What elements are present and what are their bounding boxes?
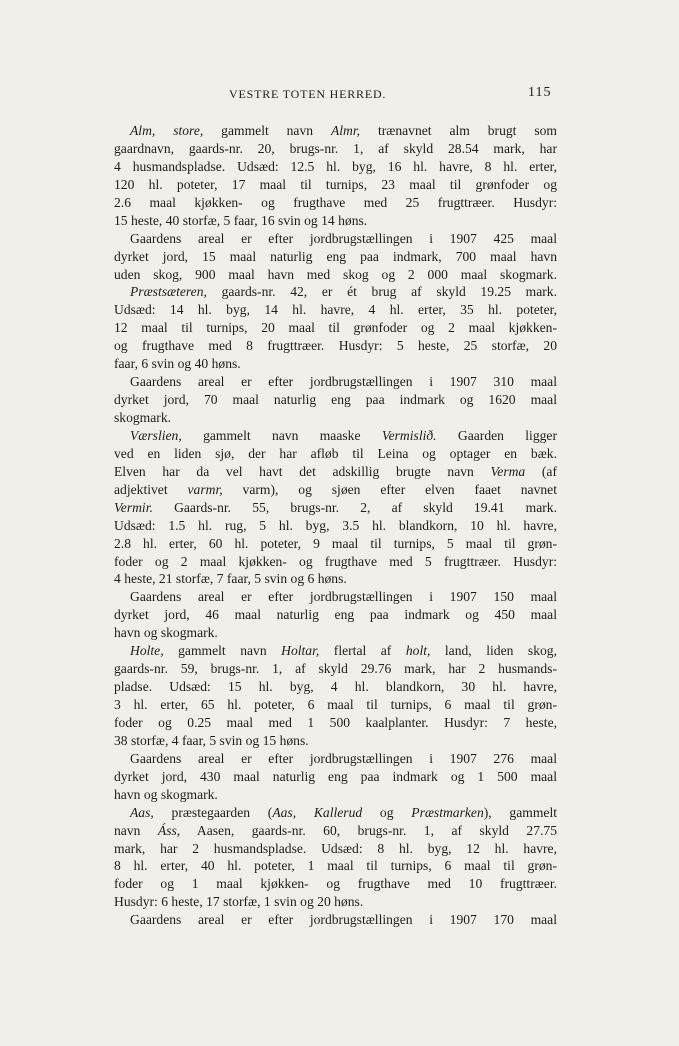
text-line <box>114 624 557 642</box>
text-segment: pladse. Udsæd: 15 hl. byg, 4 hl. blandkorn, 30 hl. havre, <box>114 679 557 695</box>
text-segment: Aasen, gaards-nr. 60, brugs-nr. 1, af skyld 27.75 <box>180 822 557 838</box>
text-segment: Udsæd: 1.5 hl. rug, 5 hl. byg, 3.5 hl. blandkorn, 10 hl. havre, <box>114 517 557 533</box>
text-line <box>114 678 557 696</box>
text-segment: varm), og sjøen efter elven faaet navnet <box>222 481 557 497</box>
text-line <box>114 553 557 571</box>
text-line <box>114 140 557 158</box>
text-line <box>114 391 557 409</box>
text-segment: navn <box>114 822 158 838</box>
text-line <box>114 857 557 875</box>
text-line <box>114 158 557 176</box>
text-segment: gammelt navn maaske <box>181 427 382 443</box>
text-line <box>114 122 557 140</box>
text-line <box>114 804 557 822</box>
text-line <box>114 445 557 463</box>
italic-term: Holte, <box>130 643 164 659</box>
italic-term: Áss, <box>157 822 181 838</box>
text-line <box>114 230 557 248</box>
text-segment: Gaardens areal er efter jordbrugstællingen i 1907 170 maal <box>130 912 557 928</box>
text-line <box>114 176 557 194</box>
text-line <box>114 373 557 391</box>
text-line <box>114 768 557 786</box>
text-segment: gaardnavn, gaards-nr. 20, brugs-nr. 1, af skyld 28.54 mark, har <box>114 140 557 156</box>
text-segment: gaards-nr. 42, er ét brug af skyld 19.25 mark. <box>206 284 557 300</box>
page-number: 115 <box>528 85 552 100</box>
italic-term: Verma <box>490 463 526 479</box>
text-segment: havn og skogmark. <box>114 786 218 802</box>
text-line <box>114 535 557 553</box>
text-segment: foder og 2 maal kjøkken- og frugthave med 5 frugttræer. Husdyr: <box>114 553 557 569</box>
text-segment: ved en liden sjø, der har afløb til Leina og optager en bæk. <box>114 445 557 461</box>
italic-term: Vermislið. <box>381 427 437 443</box>
text-line <box>114 875 557 893</box>
text-segment: Gaards-nr. 55, brugs-nr. 2, af skyld 19.41 mark. <box>152 499 557 515</box>
text-segment: dyrket jord, 15 maal naturlig eng paa indmark, 700 maal havn <box>114 248 557 264</box>
text-segment: Udsæd: 14 hl. byg, 14 hl. havre, 4 hl. erter, 35 hl. poteter, <box>114 302 557 318</box>
text-segment: gaards-nr. 59, brugs-nr. 1, af skyld 29.76 mark, har 2 husmands- <box>114 661 557 677</box>
page-header <box>0 87 679 107</box>
text-segment: faar, 6 svin og 40 høns. <box>114 356 241 372</box>
text-segment: havn og skogmark. <box>114 625 218 641</box>
text-segment: 3 hl. erter, 65 hl. poteter, 6 maal til turnips, 6 maal til grøn- <box>114 697 557 712</box>
text-line <box>114 588 557 606</box>
text-segment: 15 heste, 40 storfæ, 5 faar, 16 svin og 14 høns. <box>114 212 368 228</box>
italic-term: varmr, <box>187 481 223 497</box>
text-line <box>114 732 557 750</box>
text-segment: gammelt navn <box>163 643 282 659</box>
text-segment: 12 maal til turnips, 20 maal til grønfoder og 2 maal kjøkken- <box>114 320 557 336</box>
text-segment: foder og 1 maal kjøkken- og frugthave med 10 frugttræer. <box>114 876 557 892</box>
text-line <box>114 893 557 911</box>
text-line <box>114 786 557 804</box>
running-title: VESTRE TOTEN HERRED. <box>229 87 387 101</box>
text-segment: flertal af <box>319 643 406 659</box>
text-segment: 8 hl. erter, 40 hl. poteter, 1 maal til turnips, 6 maal til grøn- <box>114 858 557 874</box>
text-line <box>114 911 557 929</box>
text-segment: foder og 0.25 maal med 1 500 kaalplanter. Husdyr: 7 heste, <box>114 714 557 730</box>
text-segment: og <box>362 804 412 820</box>
text-segment: 38 storfæ, 4 faar, 5 svin og 15 høns. <box>114 732 309 748</box>
text-segment: Gaardens areal er efter jordbrugstællingen i 1907 150 maal <box>130 589 557 605</box>
text-segment: Elven har da vel havt det adskillig brugte navn <box>114 463 491 479</box>
body-text <box>114 122 557 929</box>
text-segment: 4 heste, 21 storfæ, 7 faar, 5 svin og 6 høns. <box>114 571 347 587</box>
text-segment: Husdyr: 6 heste, 17 storfæ, 1 svin og 20 høns. <box>114 894 364 910</box>
text-segment: 4 husmandspladse. Udsæd: 12.5 hl. byg, 16 hl. havre, 8 hl. erter, <box>114 158 557 174</box>
italic-term: Præstmarken <box>411 804 484 820</box>
text-line <box>114 301 557 319</box>
text-line <box>114 355 557 373</box>
text-line <box>114 266 557 284</box>
text-segment: og frugthave med 8 frugttræer. Husdyr: 5 heste, 25 storfæ, 20 <box>114 338 557 354</box>
text-segment: trænavnet alm brugt som <box>360 123 557 138</box>
text-line <box>114 427 557 445</box>
italic-term: Værslien, <box>130 427 182 443</box>
italic-term: Almr, <box>330 123 361 138</box>
text-segment: Gaardens areal er efter jordbrugstællingen i 1907 276 maal <box>130 750 557 766</box>
italic-term: Aas, <box>130 804 154 820</box>
text-segment: skogmark. <box>114 410 172 425</box>
text-line <box>114 194 557 212</box>
text-line <box>114 822 557 840</box>
text-line <box>114 481 557 499</box>
text-segment: præstegaarden ( <box>153 804 273 820</box>
text-segment: uden skog, 900 maal havn med skog og 2 000 maal skogmark. <box>114 266 557 282</box>
text-line <box>114 660 557 678</box>
text-segment: gammelt navn <box>203 123 331 138</box>
text-line <box>114 642 557 660</box>
text-line <box>114 517 557 535</box>
text-line <box>114 409 557 427</box>
text-segment: (af <box>525 463 557 479</box>
text-segment: mark, har 2 husmandspladse. Udsæd: 8 hl. byg, 12 hl. havre, <box>114 840 557 856</box>
text-segment: ), gammelt <box>483 804 557 820</box>
text-line <box>114 696 557 714</box>
text-line <box>114 499 557 517</box>
text-segment: dyrket jord, 46 maal naturlig eng paa indmark og 450 maal <box>114 607 557 623</box>
italic-term: Præstsæteren, <box>130 284 207 300</box>
text-line <box>114 463 557 481</box>
text-line <box>114 714 557 732</box>
text-segment: land, liden skog, <box>430 643 557 659</box>
text-line <box>114 750 557 768</box>
text-segment: adjektivet <box>114 481 188 497</box>
text-line <box>114 248 557 266</box>
text-line <box>114 840 557 858</box>
text-segment: 2.6 maal kjøkken- og frugthave med 25 frugttræer. Husdyr: <box>114 194 557 210</box>
text-line <box>114 319 557 337</box>
italic-term: holt, <box>405 643 431 659</box>
text-segment: dyrket jord, 430 maal naturlig eng paa indmark og 1 500 maal <box>114 768 557 784</box>
text-line <box>114 337 557 355</box>
italic-term: Holtar, <box>281 643 320 659</box>
text-segment: dyrket jord, 70 maal naturlig eng paa indmark og 1620 maal <box>114 392 557 408</box>
text-segment: 120 hl. poteter, 17 maal til turnips, 23 maal til grønfoder og <box>114 176 557 192</box>
text-line <box>114 212 557 230</box>
text-segment: Gaarden ligger <box>436 427 557 443</box>
italic-term: Alm, store, <box>130 123 204 138</box>
italic-term: Aas, Kallerud <box>272 804 363 820</box>
text-line <box>114 283 557 301</box>
text-line <box>114 570 557 588</box>
text-segment: Gaardens areal er efter jordbrugstællingen i 1907 425 maal <box>130 230 557 246</box>
text-line <box>114 606 557 624</box>
italic-term: Vermir. <box>114 499 153 515</box>
text-segment: 2.8 hl. erter, 60 hl. poteter, 9 maal til turnips, 5 maal til grøn- <box>114 535 557 551</box>
text-segment: Gaardens areal er efter jordbrugstællingen i 1907 310 maal <box>130 374 557 390</box>
